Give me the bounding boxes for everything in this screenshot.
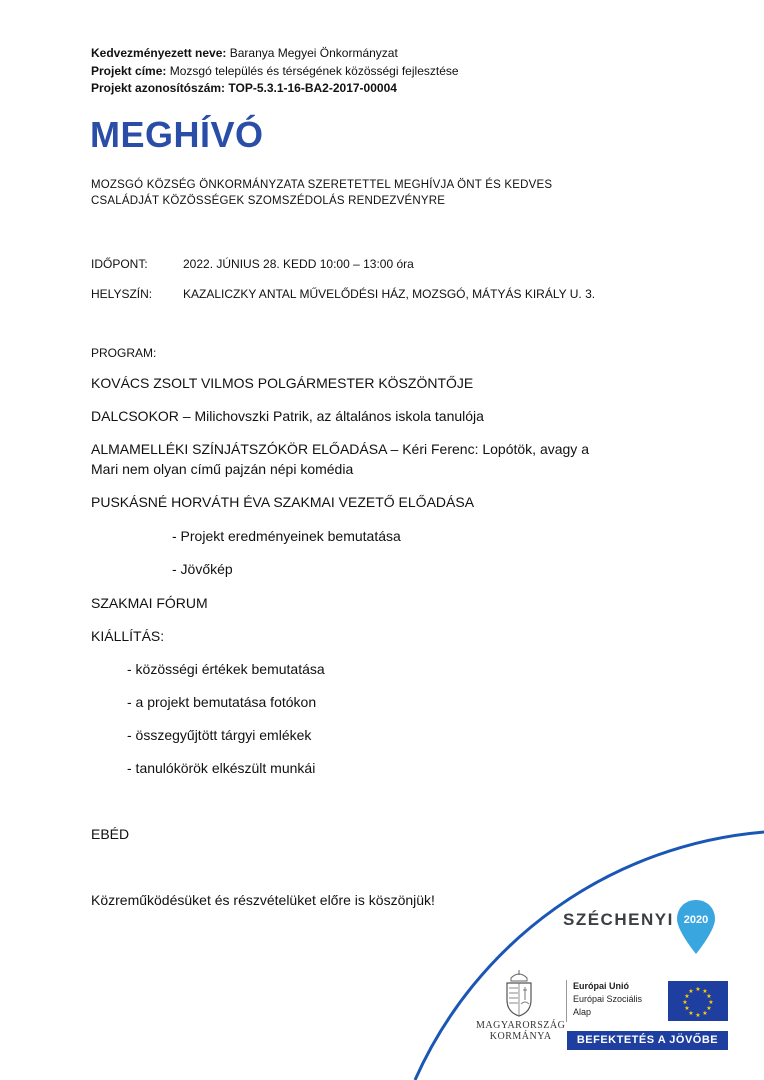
svg-text:★: ★ (695, 1012, 701, 1019)
svg-text:★: ★ (708, 999, 714, 1006)
svg-text:★: ★ (706, 993, 712, 1000)
svg-text:★: ★ (682, 999, 688, 1006)
eu-line-1: Európai Unió (573, 981, 629, 991)
government-line-2: KORMÁNYA (489, 1031, 552, 1042)
beneficiary-value: Baranya Megyei Önkormányzat (229, 46, 398, 60)
program-item-forum: SZAKMAI FÓRUM (91, 595, 208, 611)
exhibition-subitem-photos: - a projekt bemutatása fotókon (127, 694, 317, 710)
eu-fund-label (566, 980, 673, 1022)
page-title: MEGHÍVÓ (90, 114, 264, 155)
time-label: IDŐPONT: (91, 257, 148, 271)
svg-text:★: ★ (684, 1005, 690, 1012)
exhibition-subitem-works: - tanulókörök elkészült munkái (127, 760, 316, 776)
program-item-song: DALCSOKOR – Milichovszki Patrik, az általános iskola tanulója (91, 408, 484, 424)
eu-line-2: Európai Szociális (573, 994, 643, 1004)
szechenyi-logo-text: SZÉCHENYI (563, 910, 674, 929)
svg-text:★: ★ (702, 1010, 708, 1017)
eu-flag-icon (668, 981, 728, 1021)
project-title-line (91, 64, 459, 78)
szechenyi-pin-icon (676, 898, 716, 956)
svg-text:★: ★ (695, 986, 701, 993)
svg-text:★: ★ (688, 1010, 694, 1017)
investment-banner: BEFEKTETÉS A JÖVŐBE (567, 1031, 728, 1050)
government-caption (476, 1020, 565, 1042)
closing-text: Közreműködésüket és részvételüket előre is köszönjük! (91, 892, 435, 908)
beneficiary-line (91, 46, 398, 60)
program-label: PROGRAM: (91, 346, 157, 360)
beneficiary-label: Kedvezményezett neve: (91, 46, 227, 60)
program-subitem-future: - Jövőkép (172, 561, 233, 577)
time-value: 2022. JÚNIUS 28. KEDD 10:00 – 13:00 óra (183, 257, 414, 271)
intro-line-1: MOZSGÓ KÖZSÉG ÖNKORMÁNYZATA SZERETETTEL MEGHÍVJA ÖNT ÉS KEDVES (91, 179, 553, 191)
project-title-value: Mozsgó település és térségének közösségi fejlesztése (169, 64, 459, 78)
place-label: HELYSZÍN: (91, 287, 153, 301)
szechenyi-year: 2020 (683, 914, 709, 926)
program-subitem-results: - Projekt eredményeinek bemutatása (172, 528, 401, 544)
eu-line-3: Alap (573, 1007, 592, 1017)
project-id-line (91, 81, 397, 95)
place-value: KAZALICZKY ANTAL MŰVELŐDÉSI HÁZ, MOZSGÓ, MÁTYÁS KIRÁLY U. 3. (183, 287, 596, 301)
intro-line-2: CSALÁDJÁT KÖZÖSSÉGEK SZOMSZÉDOLÁS RENDEZVÉNYRE (91, 195, 446, 207)
project-title-label: Projekt címe: (91, 64, 167, 78)
program-item-lunch: EBÉD (91, 826, 130, 842)
program-item-exhibition: KIÁLLÍTÁS: (91, 628, 165, 644)
government-line-1: MAGYARORSZÁG (476, 1020, 566, 1031)
svg-text:★: ★ (684, 993, 690, 1000)
svg-text:★: ★ (688, 988, 694, 995)
program-item-theatre-line-2: Mari nem olyan című pajzán népi komédia (91, 461, 354, 477)
svg-text:★: ★ (706, 1005, 712, 1012)
program-item-theatre-line-1: ALMAMELLÉKI SZÍNJÁTSZÓKÖR ELŐADÁSA – Kéri Ferenc: Lopótök, avagy a (91, 441, 589, 457)
program-item-welcome: KOVÁCS ZSOLT VILMOS POLGÁRMESTER KÖSZÖNTŐJE (91, 375, 474, 391)
project-id-value: TOP-5.3.1-16-BA2-2017-00004 (228, 81, 397, 95)
coat-of-arms-icon (502, 970, 536, 1018)
program-item-lecture: PUSKÁSNÉ HORVÁTH ÉVA SZAKMAI VEZETŐ ELŐADÁSA (91, 494, 475, 510)
project-id-label: Projekt azonosítószám: (91, 81, 226, 95)
svg-text:★: ★ (702, 988, 708, 995)
exhibition-subitem-values: - közösségi értékek bemutatása (127, 661, 325, 677)
exhibition-subitem-memories: - összegyűjtött tárgyi emlékek (127, 727, 312, 743)
